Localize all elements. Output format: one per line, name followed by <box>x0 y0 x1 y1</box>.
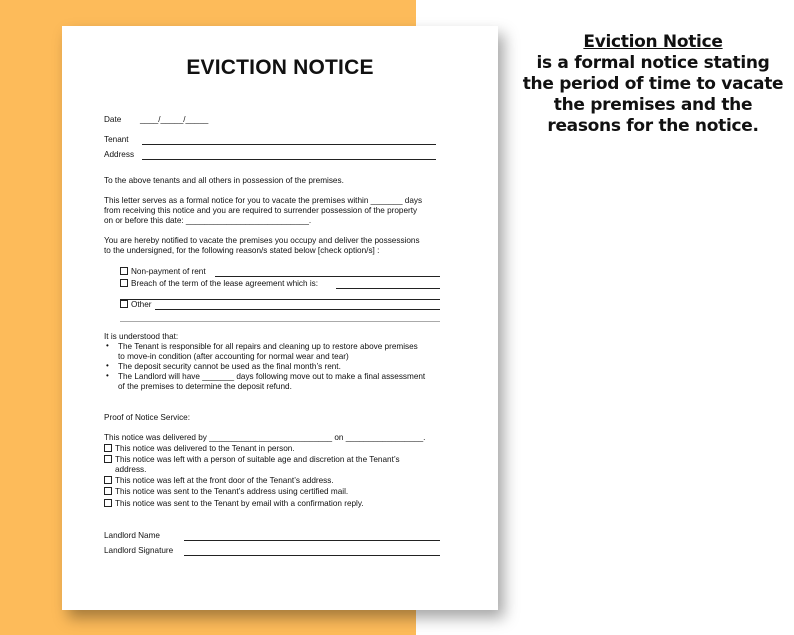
reason-breach[interactable] <box>120 279 318 289</box>
reason-other-field[interactable] <box>155 309 440 310</box>
tenant-field[interactable] <box>142 144 436 145</box>
tenant-label: Tenant <box>104 135 129 144</box>
delivery-option-certified-mail[interactable] <box>104 487 348 497</box>
eviction-notice-document <box>62 26 498 610</box>
delivery-option-label: This notice was left at the front door of the Tenant’s address. <box>115 476 334 485</box>
understood-item: The Tenant is responsible for all repairs and cleaning up to restore above premises <box>118 342 418 351</box>
proof-label: Proof of Notice Service: <box>104 413 191 422</box>
callout-heading: Eviction Notice <box>583 32 723 52</box>
understood-item: The deposit security cannot be used as the final month’s rent. <box>118 362 341 371</box>
reason-nonpayment-field[interactable] <box>215 276 440 277</box>
description-callout <box>520 32 786 137</box>
bullet-icon: • <box>106 371 109 380</box>
callout-line: the period of time to vacate <box>522 74 784 94</box>
checkbox-icon[interactable] <box>104 476 112 484</box>
delivery-option-continuation: address. <box>115 465 147 474</box>
document-title: EVICTION NOTICE <box>186 56 374 79</box>
intro-paragraph: To the above tenants and all others in possession of the premises. <box>104 176 344 185</box>
understood-item: to move-in condition (after accounting for normal wear and tear) <box>118 352 349 361</box>
vacate-paragraph-line: on or before this date: ___________________________. <box>104 216 312 225</box>
checkbox-icon[interactable] <box>104 487 112 495</box>
landlord-signature-label: Landlord Signature <box>104 546 174 555</box>
callout-line: reasons for the notice. <box>547 116 759 136</box>
vacate-paragraph-line: from receiving this notice and you are required to surrender possession of the property <box>104 206 418 215</box>
callout-line: is a formal notice stating <box>536 53 770 73</box>
delivery-option-email[interactable] <box>104 499 364 509</box>
checkbox-icon[interactable] <box>120 300 128 308</box>
reason-label: Breach of the term of the lease agreement which is: <box>131 279 319 288</box>
checkbox-icon[interactable] <box>120 267 128 275</box>
landlord-name-field[interactable] <box>184 540 440 541</box>
delivered-by-line[interactable]: This notice was delivered by ___________________________ on _________________. <box>104 433 426 442</box>
reason-label: Other <box>131 300 152 309</box>
landlord-signature-field[interactable] <box>184 555 440 556</box>
delivery-option-label: This notice was delivered to the Tenant in person. <box>115 444 295 453</box>
vacate-paragraph-line: This letter serves as a formal notice for you to vacate the premises within _______ days <box>104 196 423 205</box>
checkbox-icon[interactable] <box>104 444 112 452</box>
reason-other[interactable] <box>120 300 151 310</box>
delivery-option-label: This notice was sent to the Tenant by email with a confirmation reply. <box>115 499 364 508</box>
reason-breach-field[interactable] <box>336 288 440 289</box>
checkbox-icon[interactable] <box>120 279 128 287</box>
reason-nonpayment[interactable] <box>120 267 206 277</box>
callout-line: the premises and the <box>553 95 753 115</box>
address-field[interactable] <box>142 159 436 160</box>
address-label: Address <box>104 150 135 159</box>
delivery-option-front-door[interactable] <box>104 476 334 486</box>
landlord-name-label: Landlord Name <box>104 531 160 540</box>
checkbox-icon[interactable] <box>104 499 112 507</box>
bullet-icon: • <box>106 341 109 350</box>
delivery-option-in-person[interactable] <box>104 444 295 454</box>
delivery-option-suitable-person[interactable] <box>104 455 400 465</box>
date-label: Date <box>104 115 122 124</box>
date-field[interactable]: ____/_____/_____ <box>140 115 209 124</box>
reason-other-extra-line[interactable] <box>120 321 440 322</box>
understood-item: The Landlord will have _______ days following move out to make a final assessment <box>118 372 426 381</box>
reason-label: Non-payment of rent <box>131 267 206 276</box>
understood-label: It is understood that: <box>104 332 179 341</box>
understood-item: of the premises to determine the deposit refund. <box>118 382 292 391</box>
delivery-option-label: This notice was sent to the Tenant’s address using certified mail. <box>115 487 349 496</box>
reason-breach-extra-line[interactable] <box>120 299 440 300</box>
notified-paragraph-line: to the undersigned, for the following reason/s stated below [check option/s] : <box>104 246 380 255</box>
checkbox-icon[interactable] <box>104 455 112 463</box>
bullet-icon: • <box>106 361 109 370</box>
notified-paragraph-line: You are hereby notified to vacate the premises you occupy and deliver the possessions <box>104 236 420 245</box>
delivery-option-label: This notice was left with a person of suitable age and discretion at the Tenant’s <box>115 455 400 464</box>
